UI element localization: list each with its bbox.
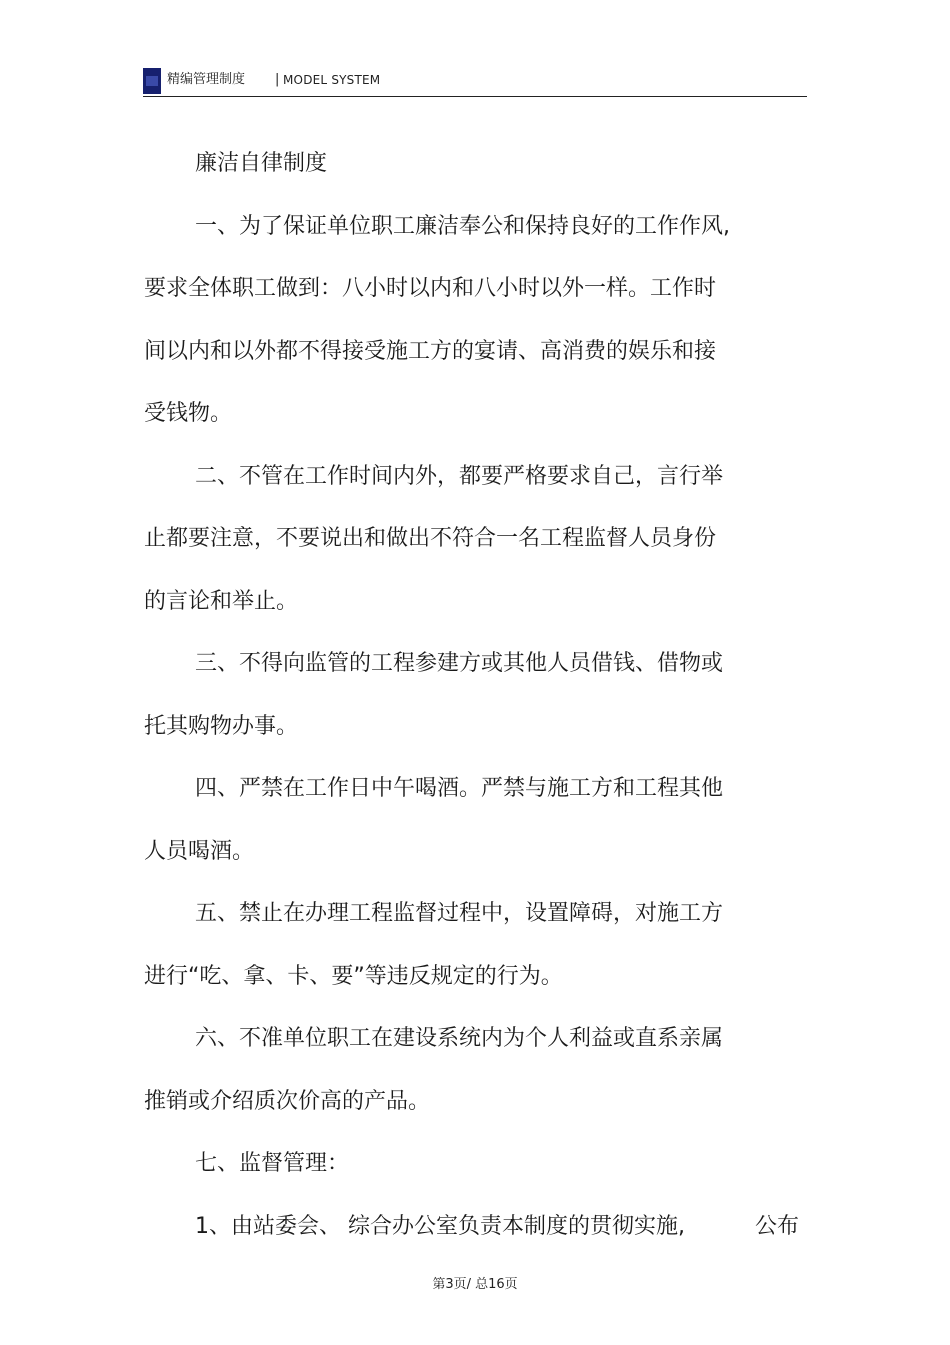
page-number: 第3页/ 总16页 (432, 1277, 518, 1292)
logo-icon (143, 68, 161, 94)
logo-mark (146, 76, 158, 86)
paragraph-line: 受钱物。 (144, 401, 233, 426)
paragraph-line: 要求全体职工做到：八小时以内和八小时以外一样。工作时 (144, 276, 717, 301)
paragraph-line: 二、不管在工作时间内外，都要严格要求自己，言行举 (195, 463, 724, 489)
paragraph-line-text: 公布 (754, 1213, 799, 1239)
document-title: 廉洁自律制度 (195, 151, 328, 176)
paragraph-line: 四、严禁在工作日中午喝酒。严禁与施工方和工程其他 (195, 776, 724, 801)
paragraph-line (144, 1196, 799, 1259)
header-separator: | (275, 72, 280, 87)
paragraph-line: 三、不得向监管的工程参建方或其他人员借钱、借物或 (195, 651, 724, 676)
paragraph-line: 人员喝酒。 (144, 838, 255, 864)
document-body (144, 133, 804, 1258)
paragraph-line: 托其购物办事。 (144, 713, 299, 739)
paragraph-line: 进行“吃、拿、卡、要”等违反规定的行为。 (144, 963, 563, 989)
paragraph-line: 推销或介绍质次价高的产品。 (144, 1088, 431, 1114)
paragraph-line: 间以内和以外都不得接受施工方的宴请、高消费的娱乐和接 (144, 338, 717, 364)
page-header (143, 66, 807, 97)
paragraph-line: 七、监督管理： (195, 1151, 350, 1176)
header-title: 精编管理制度 (167, 72, 246, 87)
paragraph-line: 六、不准单位职工在建设系统内为个人利益或直系亲属 (195, 1026, 724, 1051)
paragraph-line: 的言论和举止。 (144, 588, 299, 614)
paragraph-line: 止都要注意，不要说出和做出不符合一名工程监督人员身份 (144, 526, 717, 551)
paragraph-line: 五、禁止在办理工程监督过程中，设置障碍，对施工方 (195, 901, 724, 926)
paragraph-line: 一、为了保证单位职工廉洁奉公和保持良好的工作作风, (195, 213, 730, 239)
paragraph-line-text: 1、由站委会、 综合办公室负责本制度的贯彻实施, (195, 1213, 685, 1239)
header-subtitle: MODEL SYSTEM (283, 73, 381, 87)
